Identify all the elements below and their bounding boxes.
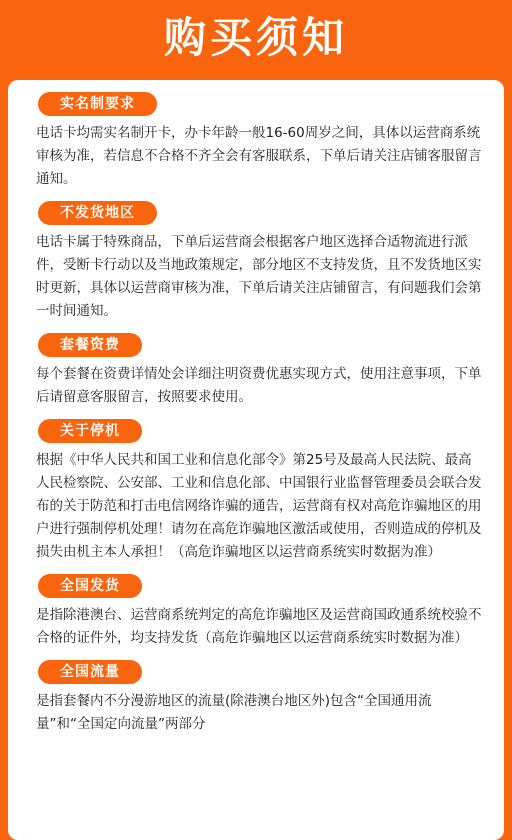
section-real-name <box>26 92 486 191</box>
section-text-nationwide-shipping: 是指除港澳台、运营商系统判定的高危诈骗地区及运营商国政通系统校验不合格的证件外，均支持发货（高危诈骗地区以运营商系统实时数据为准） <box>36 607 482 646</box>
section-tag-nationwide-data: 全国流量 <box>38 660 142 684</box>
notice-card <box>8 80 504 840</box>
section-service-suspension <box>26 419 486 564</box>
section-tag-plan-fees: 套餐资费 <box>38 333 142 357</box>
section-text-service-suspension: 根据《中华人民共和国工业和信息化部令》第25号及最高人民法院、最高人民检察院、公安部、工业和信息化部、中国银行业监督管理委员会联合发布的关于防范和打击电信网络诈骗的通告，运营商有权对高危诈骗地区的用户进行强制停机处理！请勿在高危诈骗地区激活或使用，否则造成的停机及损失由机主本人承担！（高危诈骗地区以运营商系统实时数据为准） <box>36 452 482 560</box>
section-tag-no-shipping-regions: 不发货地区 <box>38 201 157 225</box>
section-tag-service-suspension: 关于停机 <box>38 419 142 443</box>
section-text-nationwide-data: 是指套餐内不分漫游地区的流量(除港澳台地区外)包含“全国通用流量”和“全国定向流量”两部分 <box>36 693 432 732</box>
section-nationwide-data <box>26 660 486 736</box>
section-tag-nationwide-shipping: 全国发货 <box>38 574 142 598</box>
section-tag-real-name: 实名制要求 <box>38 92 157 116</box>
page-title: 购买须知 <box>163 13 348 62</box>
section-nationwide-shipping <box>26 574 486 650</box>
header <box>0 0 512 76</box>
section-no-shipping-regions <box>26 201 486 323</box>
section-plan-fees <box>26 333 486 409</box>
section-text-no-shipping-regions: 电话卡属于特殊商品，下单后运营商会根据客户地区选择合适物流进行派件，受断卡行动以及当地政策规定，部分地区不支持发货，且不发货地区实时更新，具体以运营商审核为准，下单后请关注店铺留言，有问题我们会第一时间通知。 <box>36 234 482 319</box>
section-text-real-name: 电话卡均需实名制开卡，办卡年龄一般16-60周岁之间，具体以运营商系统审核为准，若信息不合格不齐全会有客服联系，下单后请关注店铺客服留言通知。 <box>36 125 482 187</box>
section-text-plan-fees: 每个套餐在资费详情处会详细注明资费优惠实现方式，使用注意事项，下单后请留意客服留言，按照要求使用。 <box>36 366 482 405</box>
